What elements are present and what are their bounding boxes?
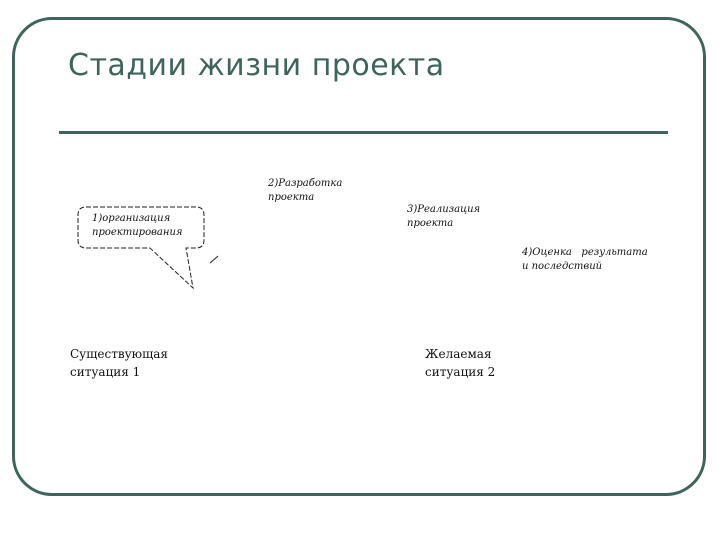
situation-current-line1: Существующая [70, 347, 169, 361]
stage-1-line1: 1)организация [92, 213, 171, 224]
situation-desired-line1: Желаемая [425, 347, 492, 361]
stage-3-line1: 3)Реализация [407, 204, 481, 215]
stage-4-line1: 4)Оценка результата [522, 247, 648, 258]
stage-2-line2: проекта [268, 192, 315, 203]
page-title: Стадии жизни проекта [68, 48, 445, 83]
stage-4 [522, 246, 648, 274]
situation-current [70, 345, 168, 381]
situation-current-line2: ситуация 1 [70, 365, 141, 379]
situation-desired [425, 345, 495, 381]
connector-tick [210, 256, 218, 263]
stage-3 [407, 203, 480, 231]
stage-1-line2: проектирования [92, 227, 183, 238]
situation-desired-line2: ситуация 2 [425, 365, 496, 379]
stage-2-line1: 2)Разработка [268, 178, 343, 189]
stage-1 [92, 212, 183, 240]
stage-4-line2: и последствий [522, 261, 603, 272]
stage-3-line2: проекта [407, 218, 454, 229]
stage-2 [268, 177, 342, 205]
